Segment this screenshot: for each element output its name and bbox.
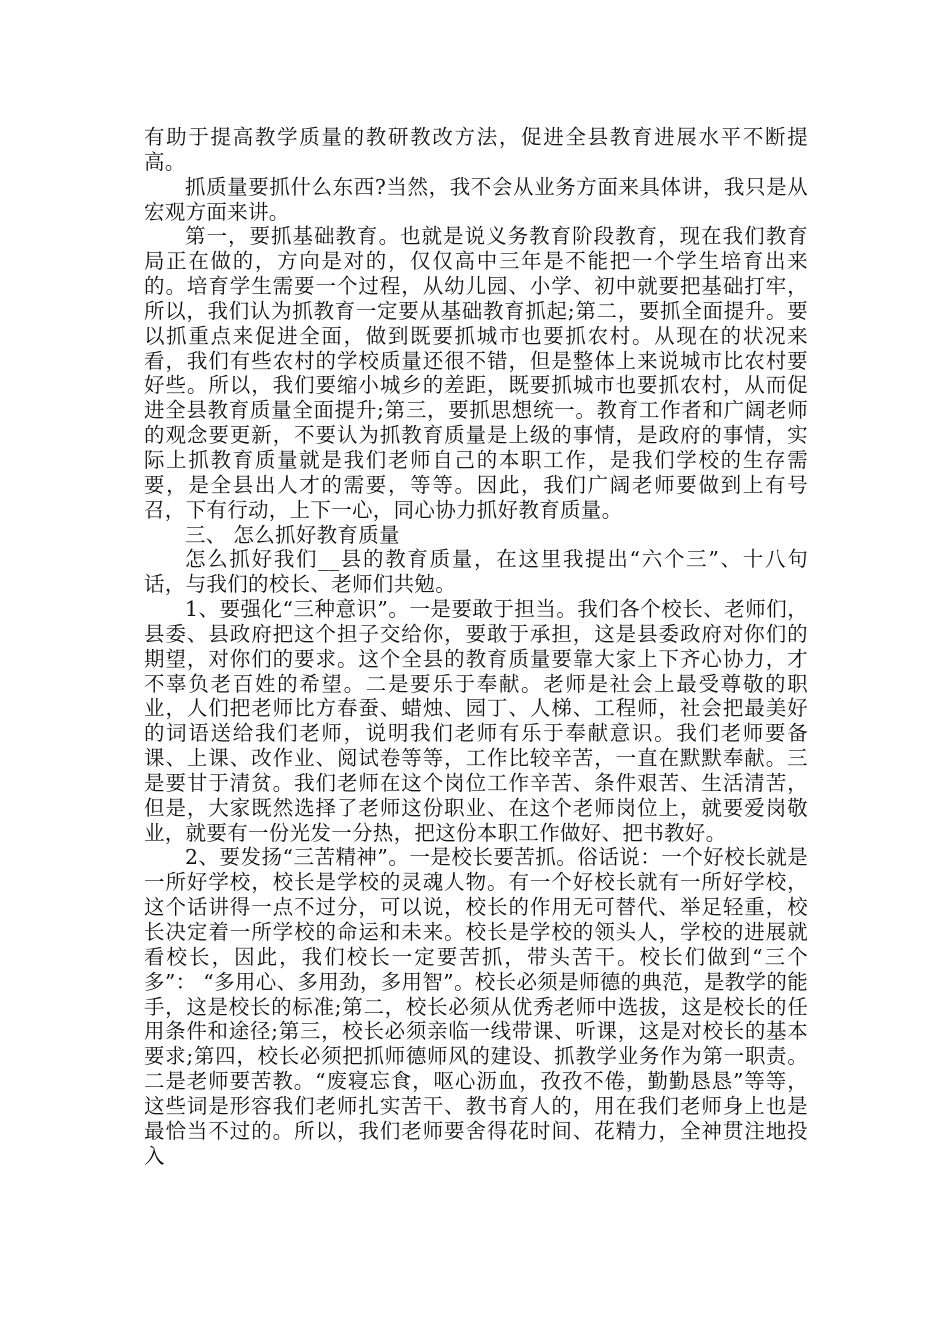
paragraph-three-hardships: 2、要发扬“三苦精神”。一是校长要苦抓。俗话说：一个好校长就是一所好学校，校长是学校的灵魂人物。有一个好校长就有一所好学校，这个话讲得一点不过分，可以说，校长的作用无可替代、举足轻重，校长决定着一所学校的命运和未来。校长是学校的领头人，学校的进展就看校长，因此，我们校长一定要苦抓，带头苦干。校长们做到“三个多”： “多用心、多用劲，多用智”。校长必须是师德的典范，是教学的能手，这是校长的标准;第二，校长必须从优秀老师中选拔，这是校长的任用条件和途径;第三，校长必须亲临一线带课、听课，这是对校长的基本要求;第四，校长必须把抓师德师风的建设、抓教学业务作为第一职责。二是老师要苦教。“废寝忘食，呕心沥血，孜孜不倦，勤勤恳恳”等等，这些词是形容我们老师扎实苦干、教书育人的，用在我们老师身上也是最恰当不过的。所以，我们老师要舍得花时间、花精力，全神贯注地投入 [144, 845, 808, 1168]
section-heading-three: 三、 怎么抓好教育质量 [185, 522, 400, 547]
document-page [144, 125, 808, 1168]
paragraph-intro-continuation: 有助于提高教学质量的教研教改方法，促进全县教育进展水平不断提高。 [144, 125, 808, 174]
paragraph-basic-education: 第一，要抓基础教育。也就是说义务教育阶段教育，现在我们教育局正在做的，方向是对的，仅仅高中三年是不能把一个学生培育出来的。培育学生需要一个过程，从幼儿园、小学、初中就要把基础打牢，所以，我们认为抓教育一定要从基础教育抓起;第二，要抓全面提升。要以抓重点来促进全面，做到既要抓城市也要抓农村。从现在的状况来看，我们有些农村的学校质量还很不错，但是整体上来说城市比农村要好些。所以，我们要缩小城乡的差距，既要抓城市也要抓农村，从而促进全县教育质量全面提升;第三，要抓思想统一。教育工作者和广阔老师的观念要更新，不要认为抓教育质量是上级的事情，是政府的事情，实际上抓教育质量就是我们老师自己的本职工作，是我们学校的生存需要，是全县出人才的需要，等等。因此，我们广阔老师要做到上有号召，下有行动，上下一心，同心协力抓好教育质量。 [144, 224, 808, 522]
paragraph-six-threes: 怎么抓好我们__县的教育质量，在这里我提出“六个三”、十八句话，与我们的校长、老师们共勉。 [144, 547, 808, 597]
paragraph-three-awareness: 1、要强化“三种意识”。一是要敢于担当。我们各个校长、老师们，县委、县政府把这个担子交给你，要敢于承担，这是县委政府对你们的期望，对你们的要求。这个全县的教育质量要靠大家上下齐心协力，才不辜负老百姓的希望。二是要乐于奉献。老师是社会上最受尊敬的职业，人们把老师比方春蚕、蜡烛、园丁、人梯、工程师，社会把最美好的词语送给我们老师，说明我们老师有乐于奉献意识。我们老师要备课、上课、改作业、阅试卷等等，工作比较辛苦，一直在默默奉献。三是要甘于清贫。我们老师在这个岗位工作辛苦、条件艰苦、生活清苦，但是，大家既然选择了老师这份职业、在这个老师岗位上，就要爱岗敬业，就要有一份光发一分热，把这份本职工作做好、把书教好。 [144, 597, 808, 845]
paragraph-what-to-grasp: 抓质量要抓什么东西?当然，我不会从业务方面来具体讲，我只是从宏观方面来讲。 [144, 174, 808, 224]
